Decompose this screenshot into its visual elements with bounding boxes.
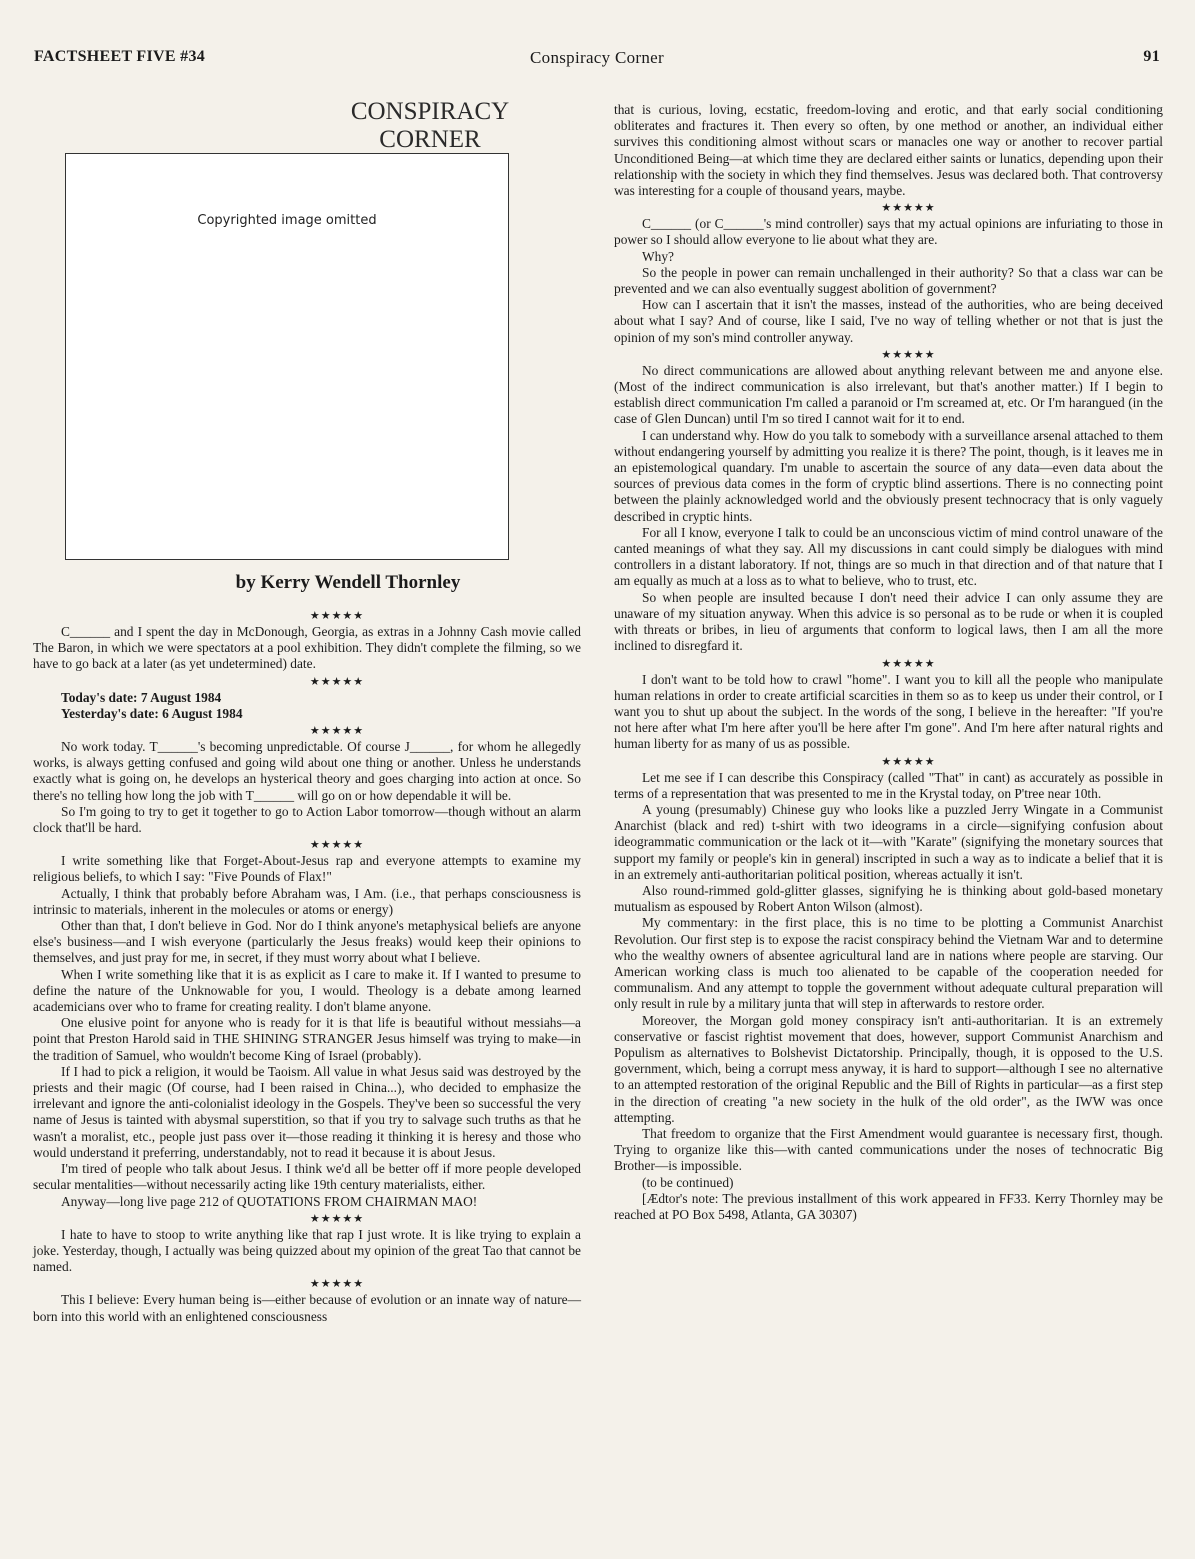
right-column [614,102,1163,1223]
paragraph: This I believe: Every human being is—either because of evolution or an innate way of nature—born into this world with an enlightened consciousness [33,1292,581,1324]
section-divider: ★★★★★ [309,725,365,738]
paragraph: So the people in power can remain unchallenged in their authority? So that a class war can be prevented and we can also eventually suggest abolition of government? [614,264,1163,297]
paragraph: C______ and I spent the day in McDonough, Georgia, as extras in a Johnny Cash movie called The Baron, in which we were spectators at a pool exhibition. They didn't complete the filming, so we have to go back at a later (as yet undetermined) date. [33,624,581,672]
omitted-image-frame [65,153,509,560]
paragraph: C______ (or C______'s mind controller) says that my actual opinions are infuriating to those in power so I should allow everyone to lie about what they are. [614,216,1163,248]
paragraph: My commentary: in the first place, this is no time to be plotting a Communist Anarchist Revolution. Our first step is to expose the racist conspiracy behind the Vietnam War and to determine who the wealthy owners of absentee agricultural land are in nations where people are starving. Our American working class is much too alienated to be capable of the cooperation needed for communalism. And any attempt to topple the government without adequate cultural preparation will only result in rule by a military junta that will step in afterwards to restore order. [614,915,1163,1012]
article-title [300,98,560,154]
paragraph: So when people are insulted because I don't need their advice I can only assume they are unaware of my situation anyway. When this advice is so personal as to be rude or when it is coupled with threats or bribes, in lieu of arguments that conform to logical laws, then I am all the more inclined to disregfard it. [614,589,1163,654]
paragraph: One elusive point for anyone who is ready for it is that life is beautiful without messiahs—a point that Preston Harold said in THE SHINING STRANGER Jesus himself was trying to make—in the tradition of Samuel, who wouldn't become King of Israel (probably). [33,1015,581,1063]
paragraph: Other than that, I don't believe in God. Nor do I think anyone's metaphysical beliefs are anyone else's business—and I wish everyone (particularly the Jesus freaks) would keep their opinions to themselves, and just pray for me, in secret, if they must worry about what I believe. [33,918,581,966]
paragraph: I'm tired of people who talk about Jesus. I think we'd all be better off if more people developed secular mentalities—without necessarily acting like 19th century materialists, either. [33,1161,581,1193]
date-line: Today's date: 7 August 1984 [61,689,222,705]
date-line: Yesterday's date: 6 August 1984 [61,705,243,721]
paragraph: I write something like that Forget-About-Jesus rap and everyone attempts to examine my religious beliefs, to which I say: "Five Pounds of Flax!" [33,853,581,885]
editors-note: [Ædtor's note: The previous installment of this work appeared in FF33. Kerry Thornley may be reached at PO Box 5498, Atlanta, GA 30307) [614,1190,1163,1222]
paragraph: I can understand why. How do you talk to somebody with a surveillance arsenal attached to them without endangering yourself by admitting you realize it is there? The point, though, is it leaves me in an epistemological quandary. I'm unable to ascertain the source of any data—even data about the sources of previous data comes in the form of cryptic blind assertions. There is no connecting point between the plainly acknowledged world and the obviously present technocracy that is only vaguely described in cryptic hints. [614,427,1163,524]
paragraph: Why? [642,248,674,264]
paragraph: that is curious, loving, ecstatic, freedom-loving and erotic, and that early social conditioning obliterates and fractures it. Then every so often, by one method or another, an individual either survives this conditioning almost without scars or manacles one way or another to recover partial Unconditioned Being—at which time they are declared either saints or lunatics, depending upon their relationship with the society in which they find themselves. Jesus was declared both. That controversy was interesting for a couple of thousand years, maybe. [614,102,1163,199]
paragraph: I don't want to be told how to crawl "home". I want you to kill all the people who manipulate human relations in order to create artificial scarcities in them so as to keep us under their control, or I want you to shut up about the subject. In the words of the song, I believe in the hereafter: "If you're not here after what I'm here after you'll be here after I'm gone". And I'm here after natural rights and human liberty for as many of us as possible. [614,671,1163,752]
paragraph: No direct communications are allowed about anything relevant between me and anyone else. (Most of the indirect communication is also irrelevant, but that's another matter.) If I begin to establish direct communication I'm called a paranoid or I'm screamed at, etc. Or I'm harangued (in the case of Glen Duncan) until I'm so tired I cannot wait for it to end. [614,362,1163,427]
section-divider: ★★★★★ [309,675,365,688]
section-divider: ★★★★★ [309,1278,365,1291]
running-header [34,48,1160,70]
paragraph: Let me see if I can describe this Conspiracy (called "That" in cant) as accurately as possible in terms of a representation that was presented to me in the Krystal today, on P'tree near 10th. [614,769,1163,801]
omitted-image-note: Copyrighted image omitted [197,213,377,228]
paragraph: So I'm going to try to get it together to go to Action Labor tomorrow—though without an alarm clock that'll be hard. [33,803,581,836]
paragraph: When I write something like that it is as explicit as I care to make it. If I wanted to presume to define the nature of the Unknowable for you, I would. Theology is a debate among learned academicians over who to frame for creating reality. I don't blame anyone. [33,966,581,1015]
byline: by Kerry Wendell Thornley [235,572,461,593]
section-divider: ★★★★★ [309,1212,365,1225]
paragraph: A young (presumably) Chinese guy who looks like a puzzled Jerry Wingate in a Communist Anarchist (black and red) t-shirt with two ideograms in a circle—signifying confusion about ideogrammatic communication or the lack ot it—with "Karate" (signifying the monetary sources that support my family or people's kin in general) inscripted in such a way as to indicate a belief that it is in an extremely anti-authoritarian political position, whereas actually it isn't. [614,801,1163,882]
title-line-2: CORNER [379,126,481,153]
paragraph: No work today. T______'s becoming unpredictable. Of course J______, for whom he allegedly works, is always getting confused and going wild about one thing or another. Unless he understands exactly what is going on, he develops an hysterical theory and goes charging into action at once. So there's no telling how long the job with T______ will go on or how dependable it will be. [33,739,581,803]
to-be-continued: (to be continued) [642,1174,734,1190]
section-divider: ★★★★★ [881,657,936,670]
section-divider: ★★★★★ [881,755,936,768]
section-name: Conspiracy Corner [530,48,664,67]
title-line-1: CONSPIRACY [350,98,510,125]
paragraph: For all I know, everyone I talk to could be an unconscious victim of mind control unaware of the canted meanings of what they say. All my discussions in cant could simply be dialogues with mind controllers in a distant laboratory. If not, things are so much in that direction and of that nature that I am equally as much at a loss as to what to believe, who to trust, etc. [614,524,1163,589]
section-divider: ★★★★★ [309,839,365,852]
page-number: 91 [1143,48,1160,65]
publication-issue: FACTSHEET FIVE #34 [34,48,206,65]
paragraph: Actually, I think that probably before Abraham was, I Am. (i.e., that perhaps consciousness is intrinsic to materials, inherent in the molecules or atoms or energy) [33,885,581,917]
paragraph: If I had to pick a religion, it would be Taoism. All value in what Jesus said was destroyed by the priests and their magic (Of course, had I been raised in China...), who decided to emphasize the irrelevant and ignore the anti-colonialist ideology in the Gospels. They've been so successful the very name of Jesus is tainted with abysmal superstition, so that if you try to salvage such truths as that he wasn't a moralist, etc., people just pass over it—those reading it thinking it is heresy and those who would understand it preferring, understandably, not to read it because it is about Jesus. [33,1063,581,1160]
section-divider: ★★★★★ [881,348,936,361]
paragraph: Also round-rimmed gold-glitter glasses, signifying he is thinking about gold-based monetary mutualism as espoused by Robert Anton Wilson (almost). [614,882,1163,915]
section-divider: ★★★★★ [881,202,936,215]
paragraph: That freedom to organize that the First Amendment would guarantee is necessary first, though. Trying to organize like this—with canted communications under the noses of technocratic Big Brother—is impossible. [614,1125,1163,1174]
left-column [33,600,581,1325]
paragraph: How can I ascertain that it isn't the masses, instead of the authorities, who are being deceived about what I say? And of course, like I said, I've no way of telling whether or not that is just the opinion of my son's mind controller anyway. [614,297,1163,345]
paragraph: I hate to have to stoop to write anything like that rap I just wrote. It is like trying to explain a joke. Yesterday, though, I actually was being quizzed about my opinion of the great Tao that cannot be named. [33,1226,581,1275]
paragraph: Moreover, the Morgan gold money conspiracy isn't anti-authoritarian. It is an extremely conservative or fascist rightist movement that does, however, support Communist Anarchism and Populism as alternatives to Bolshevist Dictatorship. Principally, though, it is opposed to the U.S. government, which, being a corrupt mess anyway, it is hard to support—although I see no alternative to an attempted restoration of the original Republic and the Bill of Rights in particular—as a first step in the direction of creating "a new society in the hulk of the old order", as the IWW was once attempting. [614,1012,1163,1125]
paragraph: Anyway—long live page 212 of QUOTATIONS FROM CHAIRMAN MAO! [61,1193,478,1209]
section-divider: ★★★★★ [309,610,365,622]
